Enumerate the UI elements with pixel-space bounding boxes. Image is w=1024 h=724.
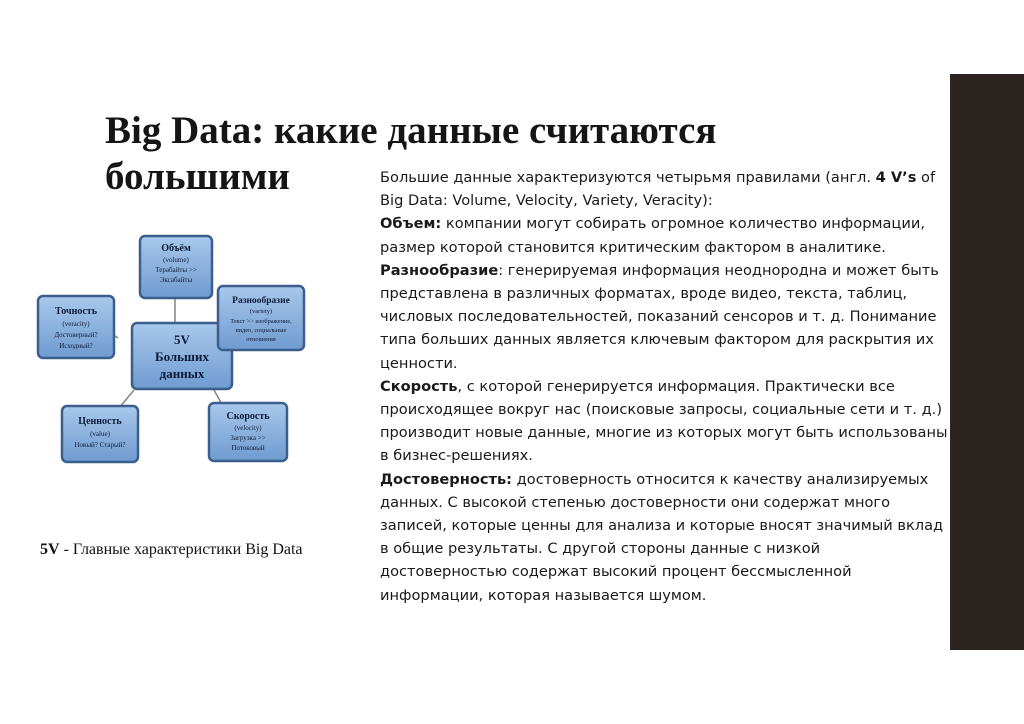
term-variety: Разнообразие [380,261,499,279]
text-veracity: достоверность относится к качеству анализируемых данных. С высокой степенью достоверности они содержат много записей, которые ценны для анализа и которые вносят значимый вклад в общие результаты. С другой стороны данные с низкой достоверностью содержат высокий процент бессмысленной информации, которая называется шумом. [380,470,944,604]
intro-paragraph [380,166,950,212]
node-veracity [38,296,114,358]
node-veracity-sub2: Достоверный? [54,331,98,339]
term-velocity: Скорость [380,377,458,395]
node-velocity-title: Скорость [226,411,270,422]
node-value-title: Ценность [78,416,122,427]
node-variety-sub3: видео, социальные [235,327,287,334]
caption-bold: 5V [40,541,60,558]
node-value-sub1: (value) [90,430,110,438]
text-variety: : генерируемая информация неоднородна и может быть представлена в различных форматах, вроде видео, текста, таблиц, числовых последовательностей, показаний сенсоров и т. д. Понимание типа больших данных является ключевым фактором для раскрытия их ценности. [380,261,939,372]
node-variety-sub1: (variety) [249,308,273,315]
center-line2: Больших [154,349,210,364]
text-velocity: , с которой генерируется информация. Практически все происходящее вокруг нас (поисковые запросы, социальные сети и т. д.) производит новые данные, многие из которых могут быть использованы в бизнес-решениях. [380,377,948,465]
node-variety-title: Разнообразие [232,296,290,306]
node-variety-sub4: отношения [246,336,276,343]
center-line1: 5V [174,332,190,347]
text-volume: компании могут собирать огромное количество информации, размер которой становится критическим фактором в аналитике. [380,215,925,256]
node-value [62,406,138,462]
intro-text-after: of Big Data: Volume, Velocity, Variety, Veracity): [380,169,936,210]
node-variety [218,286,304,350]
node-velocity-sub3: Потоковый [231,444,265,452]
node-veracity-sub3: Исходный? [59,342,93,350]
body-text [380,166,950,607]
node-volume-sub3: Эксабайты [159,276,193,284]
intro-bold: 4 V’s [875,169,917,186]
term-volume: Объем: [380,215,442,233]
5v-diagram [34,228,306,468]
paragraph-velocity [380,375,950,468]
caption-text: - Главные характеристики Big Data [59,541,303,558]
node-volume-sub1: (volume) [163,256,189,264]
decorative-side-bar [950,74,1024,650]
node-velocity [209,403,287,461]
center-line3: данных [159,366,205,381]
node-velocity-sub2: Загрузка >> [230,434,266,442]
node-veracity-sub1: (veracity) [62,320,90,328]
node-value-sub2: Новый? Старый? [74,441,126,449]
intro-text-before: Большие данные характеризуются четырьмя правилами (англ. [380,169,876,186]
paragraph-volume [380,212,950,258]
node-volume-sub2: Терабайты >> [155,266,197,274]
paragraph-variety [380,259,950,375]
node-velocity-sub1: (velocity) [234,424,262,432]
term-veracity: Достоверность: [380,470,513,488]
node-variety-sub2: Текст >> изображение, [230,318,292,325]
diagram-caption [40,541,370,559]
slide-title: Big Data: какие данные считаются большими [105,109,717,198]
node-volume-title: Объём [161,243,191,254]
paragraph-veracity [380,468,950,607]
node-volume [140,236,212,298]
node-veracity-title: Точность [54,306,98,317]
